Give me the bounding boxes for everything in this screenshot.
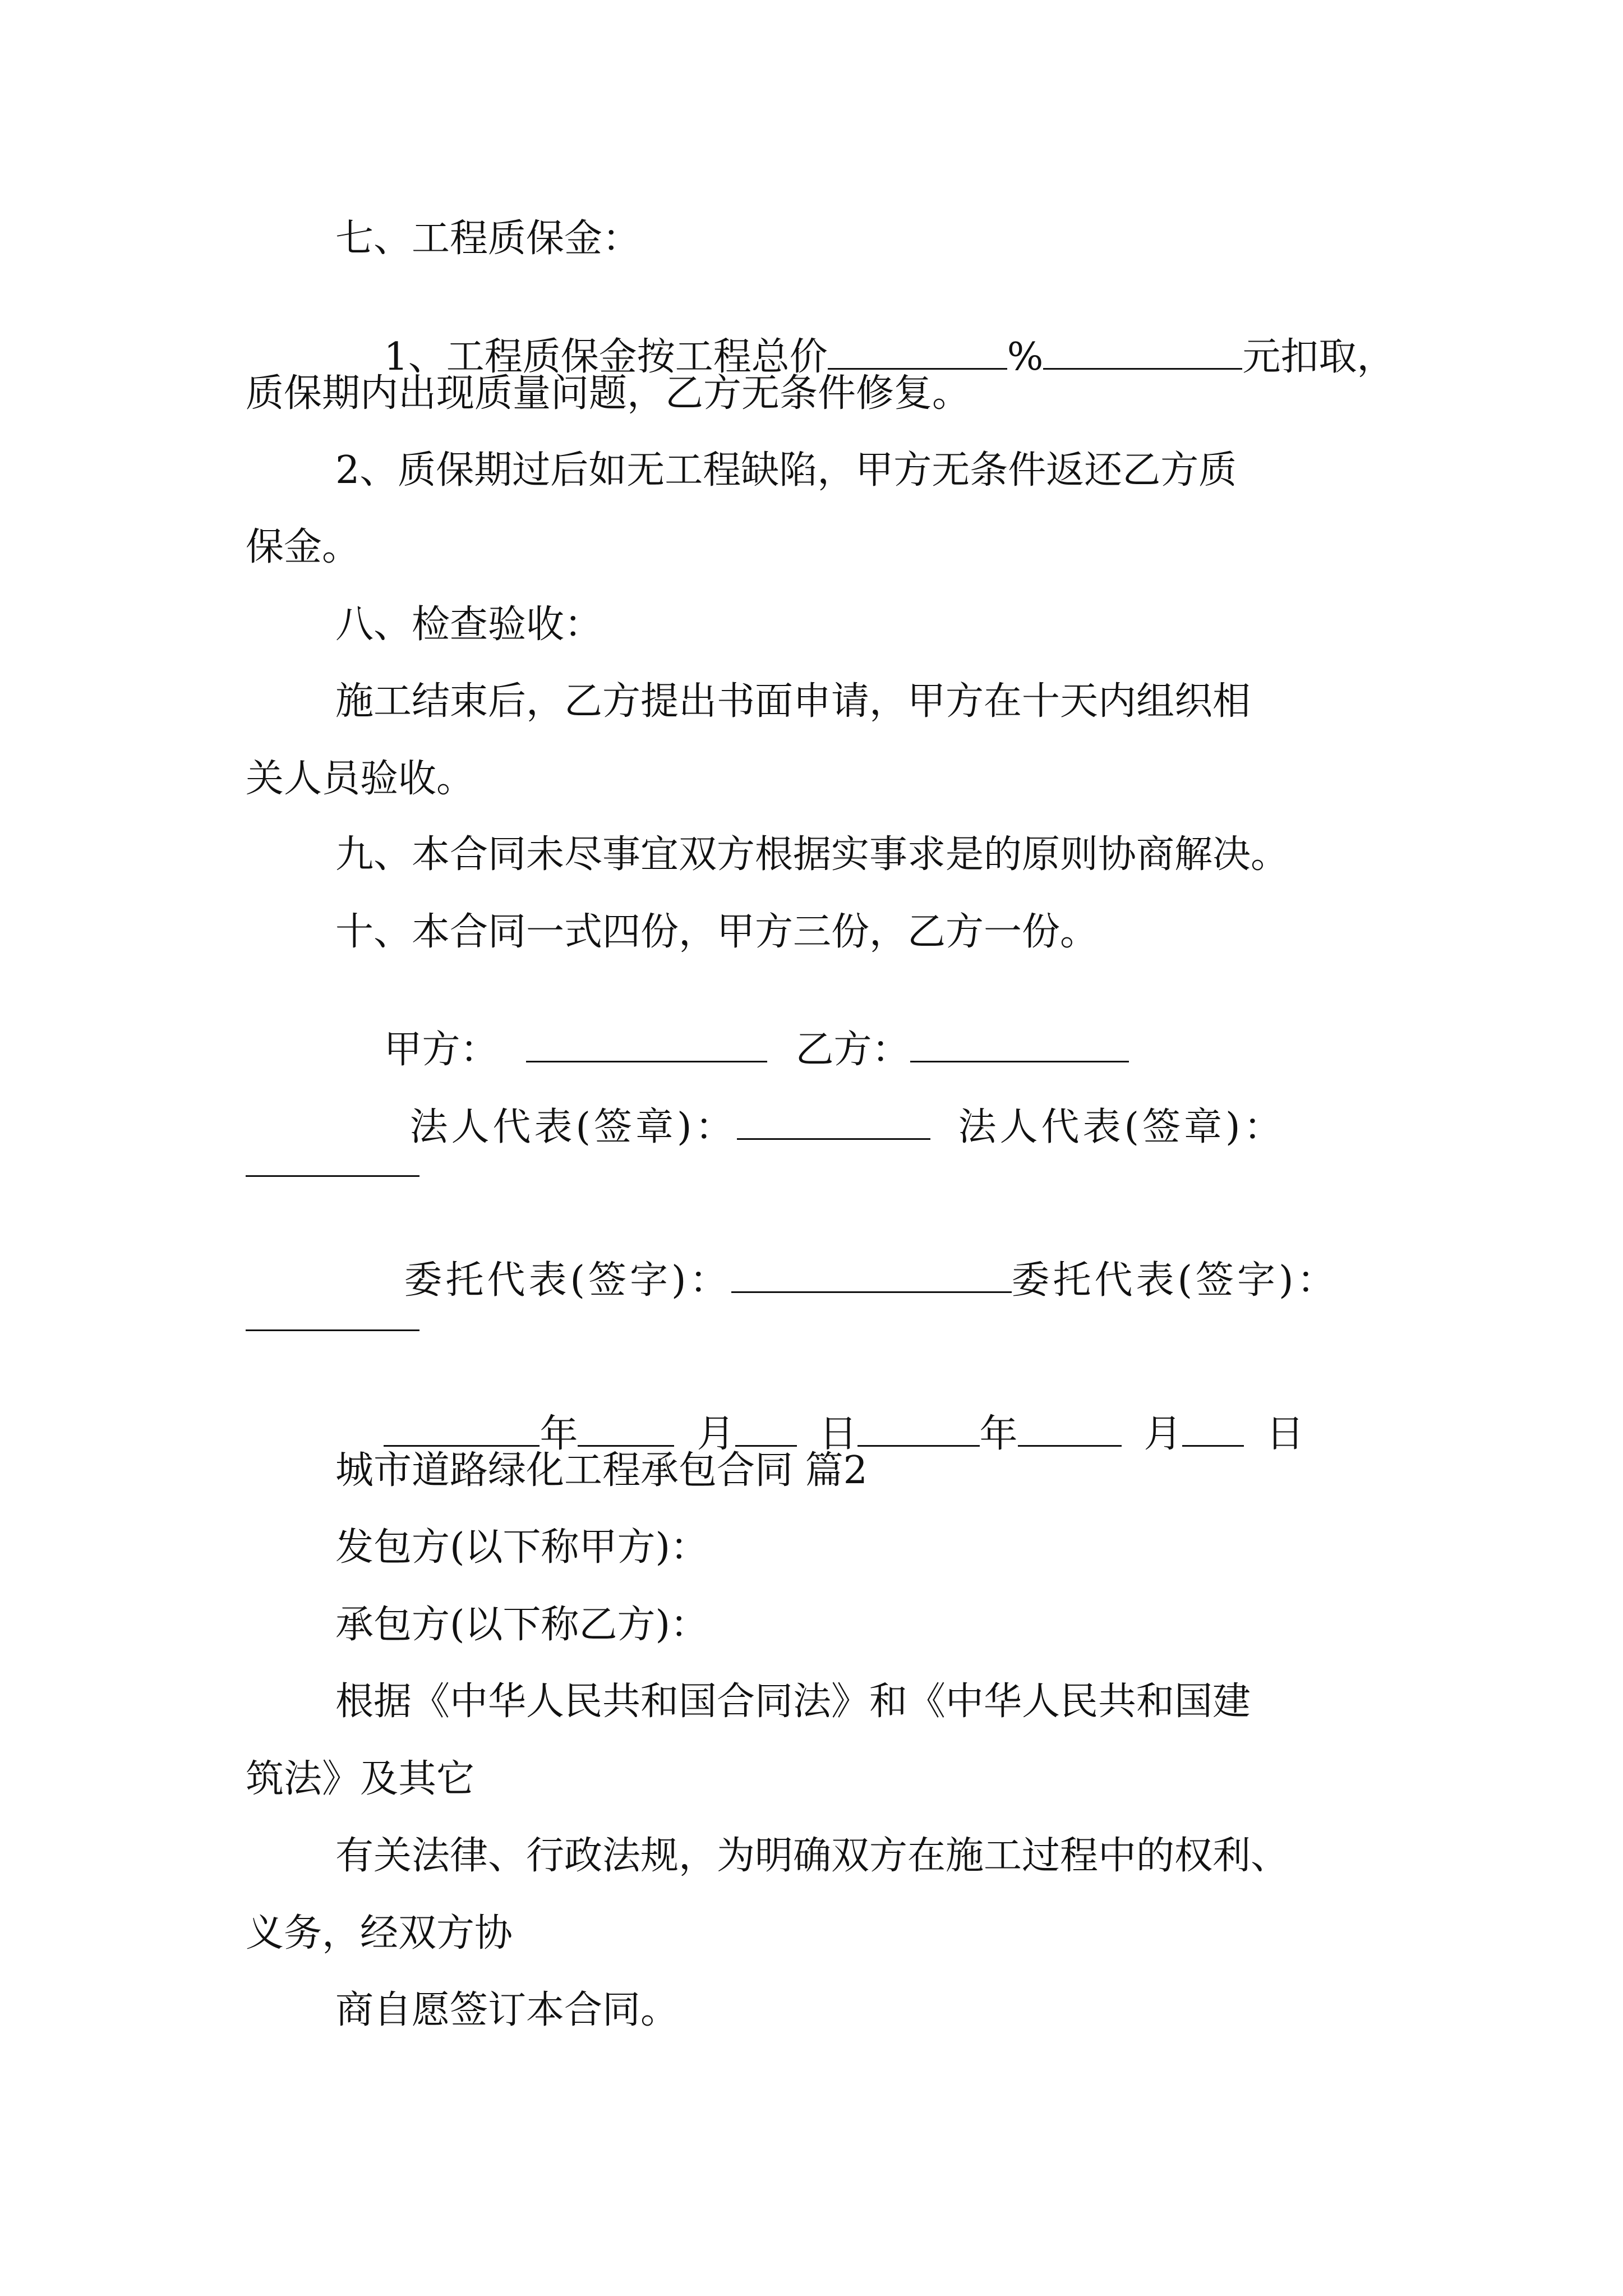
- section-8-title: 八、检查验收：: [335, 602, 603, 647]
- agent-a-blank: [731, 1259, 1012, 1293]
- section-7-item-2-cont: 保金。: [246, 525, 361, 569]
- year-a-label: 年: [540, 1411, 578, 1456]
- item-1-suffix: 元扣取，: [1242, 334, 1395, 379]
- year-b-blank: [857, 1412, 980, 1447]
- day-b-blank: [1182, 1412, 1244, 1447]
- month-b-label: 月: [1144, 1411, 1182, 1456]
- contractor-line: 承包方(以下称乙方)：: [335, 1603, 709, 1647]
- item-1-text: 1、工程质保金按工程总价: [384, 334, 828, 379]
- basis-paragraph: 根据《中华人民共和国合同法》和《中华人民共和国建: [335, 1680, 1251, 1724]
- purpose-paragraph: 有关法律、行政法规，为明确双方在施工过程中的权利、: [335, 1834, 1289, 1878]
- party-b-label: 乙方：: [795, 1027, 910, 1072]
- section-7-item-2: 2、质保期过后如无工程缺陷，甲方无条件返还乙方质: [335, 448, 1237, 493]
- section-7-title: 七、工程质保金：: [335, 217, 641, 261]
- section-7-item-1-cont: 质保期内出现质量问题，乙方无条件修复。: [246, 371, 971, 416]
- month-b-blank: [1018, 1412, 1122, 1447]
- agreement-line: 商自愿签订本合同。: [335, 1988, 679, 2032]
- agent-b-blank: [246, 1329, 419, 1331]
- contract-2-title: 城市道路绿化工程承包合同 篇2: [335, 1448, 868, 1493]
- basis-paragraph-cont: 筑法》及其它: [246, 1757, 475, 1801]
- agent-line: [342, 1221, 1339, 1338]
- purpose-paragraph-cont: 义务，经双方协: [246, 1911, 513, 1955]
- blank-amount: [1043, 335, 1242, 370]
- year-a-blank: [384, 1412, 540, 1447]
- legal-rep-b-label: 法人代表(签章)：: [958, 1105, 1285, 1149]
- legal-rep-line: [348, 1068, 1285, 1185]
- legal-rep-a-label: 法人代表(签章)：: [409, 1105, 737, 1149]
- agent-b-label: 委托代表(签字)：: [1011, 1258, 1339, 1303]
- month-a-blank: [578, 1412, 674, 1447]
- year-b-label: 年: [979, 1411, 1018, 1456]
- section-8-text: 施工结束后，乙方提出书面申请，甲方在十天内组织相: [335, 679, 1251, 724]
- day-a-blank: [735, 1412, 797, 1447]
- day-a-label: 日: [819, 1411, 857, 1456]
- legal-rep-b-blank: [246, 1175, 419, 1177]
- section-10: 十、本合同一式四份，甲方三份，乙方一份。: [335, 910, 1099, 954]
- section-9: 九、本合同未尽事宜双方根据实事求是的原则协商解决。: [335, 832, 1289, 877]
- party-a-blank: [526, 1028, 767, 1062]
- blank-percent: [828, 335, 1007, 370]
- party-b-blank: [910, 1028, 1129, 1062]
- party-a-label: 甲方：: [384, 1027, 499, 1072]
- percent-sign: %: [1007, 334, 1044, 379]
- legal-rep-a-blank: [737, 1106, 930, 1140]
- month-a-label: 月: [697, 1411, 735, 1456]
- section-8-text-cont: 关人员验收。: [246, 757, 475, 801]
- employer-line: 发包方(以下称甲方)：: [335, 1525, 709, 1570]
- agent-a-label: 委托代表(签字)：: [404, 1258, 731, 1303]
- day-b-label: 日: [1266, 1411, 1304, 1456]
